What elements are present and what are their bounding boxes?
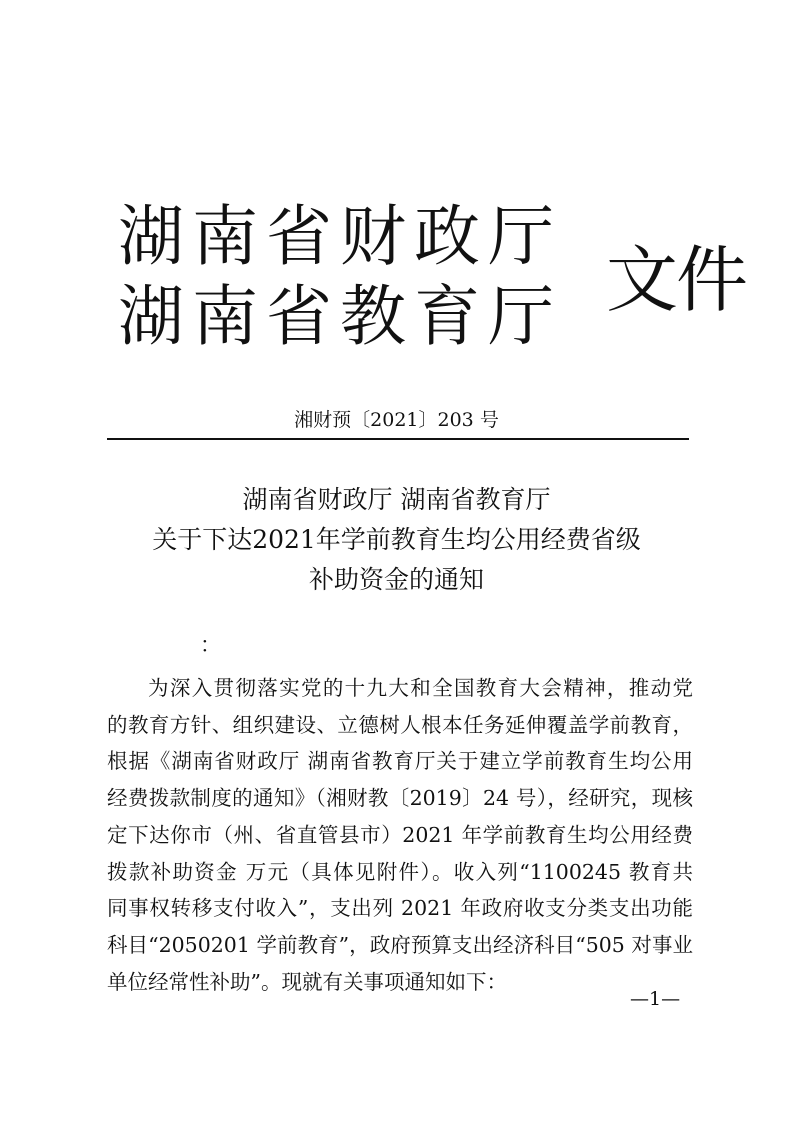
body-line: 单位经常性补助”。现就有关事项通知如下： — [107, 969, 507, 994]
document-title — [0, 480, 793, 600]
document-header — [118, 198, 747, 370]
body-line: 为深入贯彻落实党的十九大和全国教育大会精神，推动党 — [148, 676, 693, 700]
addressee: ： — [200, 633, 221, 657]
body-line: 科目“2050201 学前教育”，政府预算支出经济科目“505 对事业 — [107, 932, 693, 957]
body-line: 经费拨款制度的通知》（湘财教〔2019〕24 号），经研究，现核 — [107, 786, 693, 811]
body-line: 根据《湖南省财政厅 湖南省教育厅关于建立学前教育生均公用 — [107, 749, 693, 774]
title-line-2: 关于下达2021年学前教育生均公用经费省级 — [152, 525, 641, 554]
body-line: 拨款补助资金 万元（具体见附件）。收入列“1100245 教育共 — [107, 859, 693, 884]
issuing-dept-education: 湖南省教育厅 — [118, 278, 562, 355]
issuing-dept-finance: 湖南省财政厅 — [118, 198, 562, 275]
page-number: —1— — [630, 988, 681, 1010]
document-type-label: 文件 — [606, 238, 747, 322]
body-line: 同事权转移支付收入”，支出列 2021 年政府收支分类支出功能 — [107, 896, 693, 921]
body-line: 的教育方针、组织建设、立德树人根本任务延伸覆盖学前教育， — [107, 712, 693, 737]
document-number: 湘财预〔2021〕203 号 — [294, 409, 499, 431]
body-line: 定下达你市（州、省直管县市）2021 年学前教育生均公用经费 — [107, 822, 693, 847]
title-line-3: 补助资金的通知 — [308, 565, 484, 594]
header-divider — [107, 438, 689, 440]
body-paragraph — [107, 670, 693, 1000]
title-line-1: 湖南省财政厅 湖南省教育厅 — [242, 485, 551, 514]
